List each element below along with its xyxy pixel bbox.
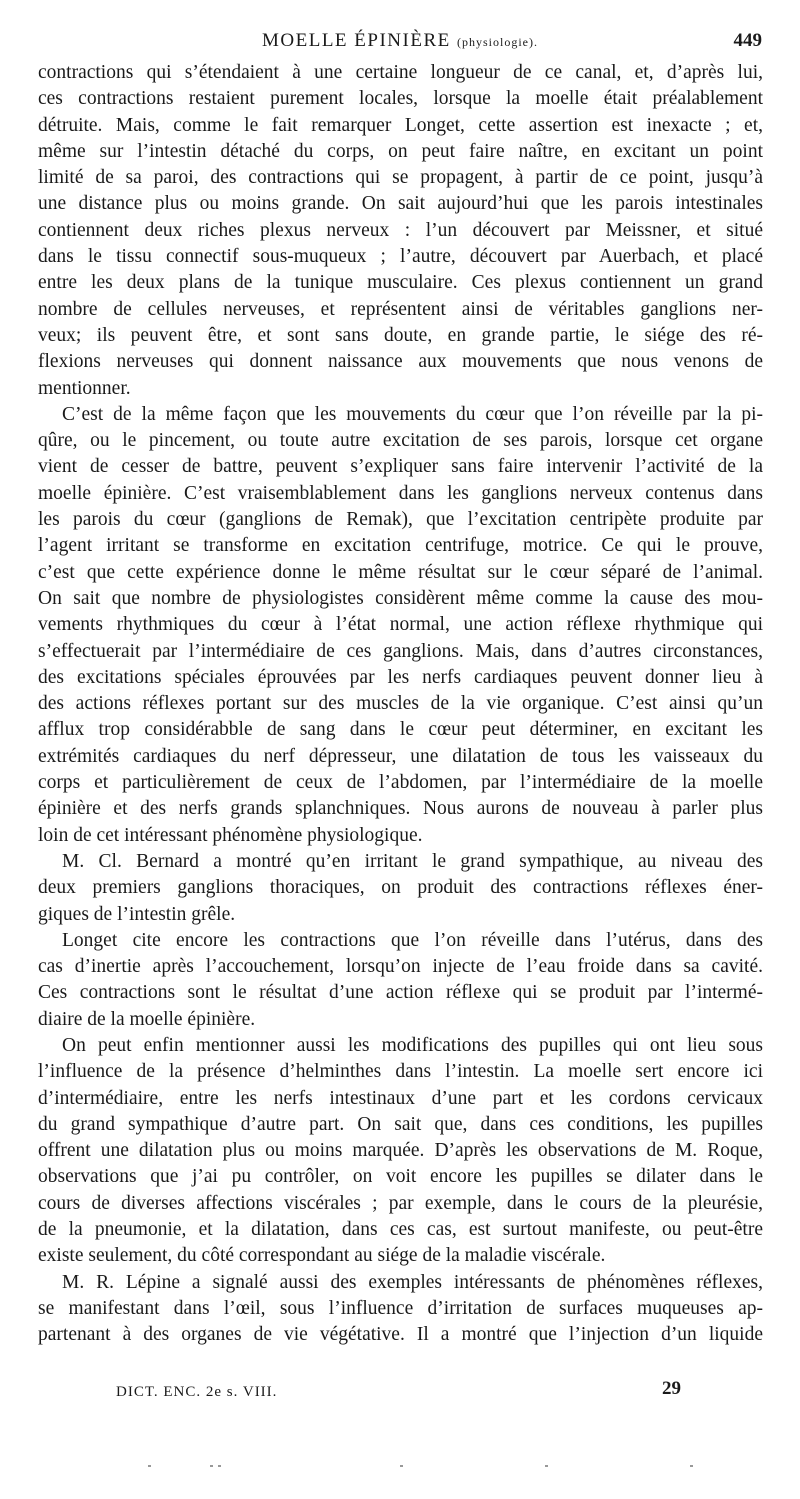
text-line: ces contractions restaient purement locales, lorsque la moelle était préalablement bbox=[38, 88, 763, 110]
text-line: vient de cesser de battre, peuvent s’expliquer sans faire intervenir l’activité de la bbox=[38, 456, 763, 478]
text-line: des excitations spéciales éprouvées par les nerfs cardiaques peuvent donner lieu à bbox=[38, 666, 763, 688]
text-line: cas d’inertie après l’accouchement, lorsqu’on injecte de l’eau froide dans sa cavité. bbox=[38, 956, 763, 978]
paragraph-start-line: M. Cl. Bernard a montré qu’en irritant le grand sympathique, au niveau des bbox=[62, 850, 763, 872]
text-line: l’influence de la présence d’helminthes dans l’intestin. La moelle sert encore ici bbox=[38, 1061, 763, 1083]
text-line: entre les deux plans de la tunique musculaire. Ces plexus contiennent un grand bbox=[38, 272, 763, 294]
text-line: Ces contractions sont le résultat d’une action réflexe qui se produit par l’intermé- bbox=[38, 982, 763, 1004]
text-line: même sur l’intestin détaché du corps, on peut faire naître, en excitant un point bbox=[38, 140, 763, 162]
text-line: d’intermédiaire, entre les nerfs intestinaux d’une part et les cordons cervicaux bbox=[38, 1087, 763, 1109]
paragraph-start-line: On peut enfin mentionner aussi les modifications des pupilles qui ont lieu sous bbox=[62, 1034, 763, 1056]
text-line: On sait que nombre de physiologistes considèrent même comme la cause des mou- bbox=[38, 587, 763, 609]
paragraph-end-line: mentionner. bbox=[38, 377, 131, 399]
text-line: une distance plus ou moins grande. On sait aujourd’hui que les parois intestinales bbox=[38, 193, 763, 215]
text-line: c’est que cette expérience donne le même résultat sur le cœur séparé de l’animal. bbox=[38, 561, 763, 583]
text-line: deux premiers ganglions thoraciques, on produit des contractions réflexes éner- bbox=[38, 877, 763, 899]
text-line: contiennent deux riches plexus nerveux : l’un découvert par Meissner, et situé bbox=[38, 219, 763, 241]
text-line: offrent une dilatation plus ou moins marquée. D’après les observations de M. Roque, bbox=[38, 1140, 763, 1162]
text-line: l’agent irritant se transforme en excitation centrifuge, motrice. Ce qui le prouve, bbox=[38, 535, 763, 557]
scan-specks bbox=[0, 1465, 800, 1471]
signature-mark: DICT. ENC. 2e s. VIII. bbox=[116, 1384, 278, 1400]
sheet-number: 29 bbox=[662, 1378, 681, 1399]
page-number: 449 bbox=[733, 30, 762, 51]
running-title bbox=[38, 30, 762, 52]
text-line: qûre, ou le pincement, ou toute autre excitation de ses parois, lorsque cet organe bbox=[38, 430, 763, 452]
text-line: observations que j’ai pu contrôler, on voit encore les pupilles se dilater dans le bbox=[38, 1166, 763, 1188]
dust-speck bbox=[400, 1465, 403, 1467]
text-line: extrémités cardiaques du nerf dépresseur, une dilatation de tous les vaisseaux du bbox=[38, 745, 763, 767]
running-head bbox=[38, 30, 762, 60]
text-line: moelle épinière. C’est vraisemblablement dans les ganglions nerveux contenus dans bbox=[38, 482, 763, 504]
running-title-main: MOELLE ÉPINIÈRE bbox=[262, 30, 451, 51]
body-text bbox=[38, 60, 763, 1349]
page-footer bbox=[38, 1378, 762, 1408]
text-line: flexions nerveuses qui donnent naissance aux mouvements que nous venons de bbox=[38, 351, 763, 373]
text-line: des actions réflexes portant sur des muscles de la vie organique. C’est ainsi qu’un bbox=[38, 693, 763, 715]
text-line: les parois du cœur (ganglions de Remak), que l’excitation centripète produite par bbox=[38, 509, 763, 531]
dust-speck bbox=[148, 1465, 151, 1467]
text-line: se manifestant dans l’œil, sous l’influence d’irritation de surfaces muqueuses ap- bbox=[38, 1297, 763, 1319]
running-title-subtitle: (physiologie). bbox=[456, 35, 538, 49]
text-line: veux; ils peuvent être, et sont sans doute, en grande partie, le siége des ré- bbox=[38, 324, 763, 346]
text-line: partenant à des organes de vie végétative. Il a montré que l’injection d’un liquide bbox=[38, 1324, 763, 1346]
dust-speck bbox=[690, 1465, 693, 1467]
text-line: cours de diverses affections viscérales ; par exemple, dans le cours de la pleurésie, bbox=[38, 1192, 763, 1214]
paragraph-end-line: existe seulement, du côté correspondant au siége de la maladie viscérale. bbox=[38, 1245, 606, 1267]
text-line: nombre de cellules nerveuses, et représentent ainsi de véritables ganglions ner- bbox=[38, 298, 763, 320]
text-line: afflux trop considérabble de sang dans le cœur peut déterminer, en excitant les bbox=[38, 719, 763, 741]
text-line: du grand sympathique d’autre part. On sait que, dans ces conditions, les pupilles bbox=[38, 1113, 763, 1135]
dust-speck bbox=[545, 1465, 548, 1467]
dust-speck bbox=[210, 1465, 213, 1467]
paragraph-start-line: Longet cite encore les contractions que l’on réveille dans l’utérus, dans des bbox=[62, 929, 763, 951]
text-line: corps et particulièrement de ceux de l’abdomen, par l’intermédiaire de la moelle bbox=[38, 772, 763, 794]
text-line: vements rhythmiques du cœur à l’état normal, une action réflexe rhythmique qui bbox=[38, 614, 763, 636]
text-line: limité de sa paroi, des contractions qui se propagent, à partir de ce point, jusqu’à bbox=[38, 167, 763, 189]
dust-speck bbox=[218, 1465, 221, 1467]
text-line: de la pneumonie, et la dilatation, dans ces cas, est surtout manifeste, ou peut-être bbox=[38, 1219, 763, 1241]
text-line: contractions qui s’étendaient à une certaine longueur de ce canal, et, d’après lui, bbox=[38, 62, 763, 83]
paragraph-end-line: giques de l’intestin grêle. bbox=[38, 903, 236, 925]
paragraph-start-line: M. R. Lépine a signalé aussi des exemples intéressants de phénomènes réflexes, bbox=[62, 1271, 763, 1293]
paragraph-end-line: loin de cet intéressant phénomène physiologique. bbox=[38, 824, 423, 846]
text-line: dans le tissu connectif sous-muqueux ; l’autre, découvert par Auerbach, et placé bbox=[38, 246, 763, 268]
paragraph-end-line: diaire de la moelle épinière. bbox=[38, 1008, 256, 1030]
paragraph-start-line: C’est de la même façon que les mouvements du cœur que l’on réveille par la pi- bbox=[62, 403, 763, 425]
text-line: détruite. Mais, comme le fait remarquer Longet, cette assertion est inexacte ; et, bbox=[38, 114, 763, 136]
text-line: s’effectuerait par l’intermédiaire de ces ganglions. Mais, dans d’autres circonstances, bbox=[38, 640, 763, 662]
text-line: épinière et des nerfs grands splanchniques. Nous aurons de nouveau à parler plus bbox=[38, 798, 763, 820]
